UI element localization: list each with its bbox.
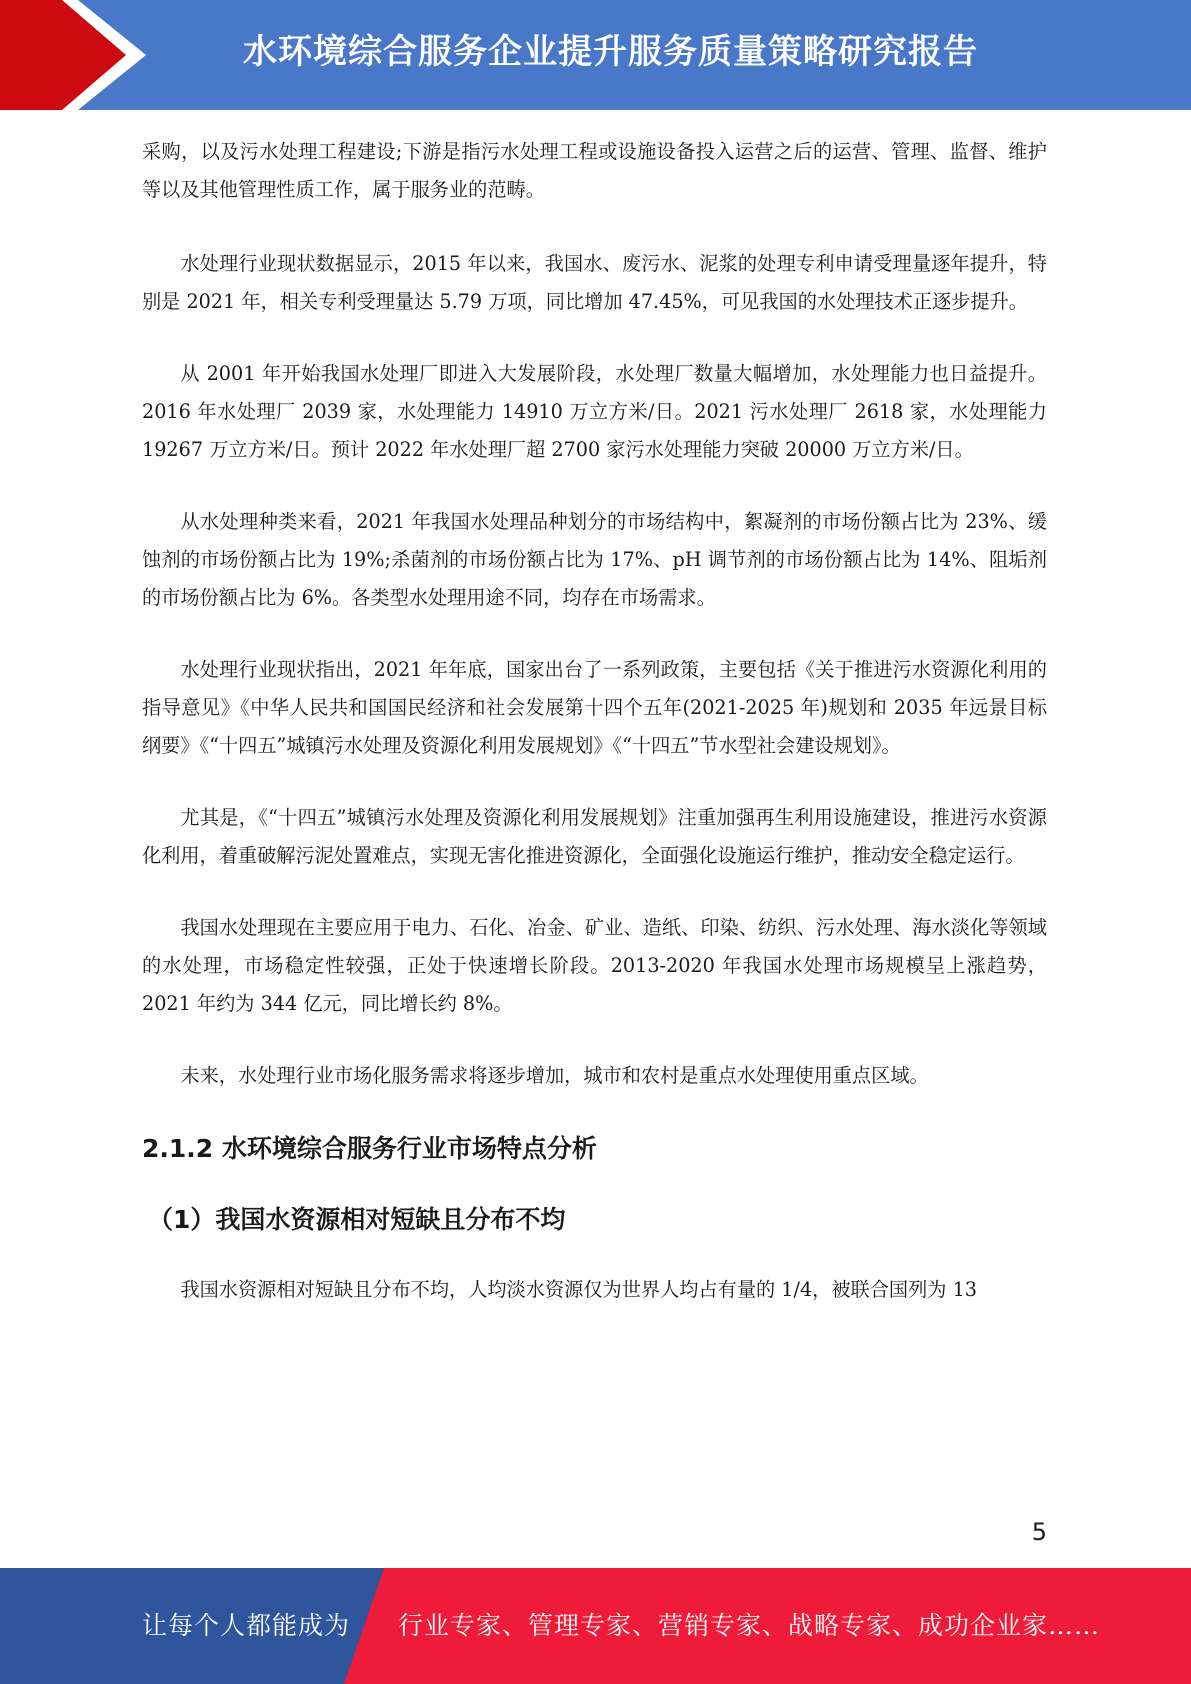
paragraph-7: 我国水处理现在主要应用于电力、石化、冶金、矿业、造纸、印染、纺织、污水处理、海水淡化等领域的水处理，市场稳定性较强，正处于快速增长阶段。2013-2020 年我国水处理市场规模呈上涨趋势，2021 年约为 344 亿元，同比增长约 8%。 bbox=[142, 916, 1047, 1015]
subsection-heading: （1）我国水资源相对短缺且分布不均 bbox=[148, 1205, 566, 1234]
report-title: 水环境综合服务企业提升服务质量策略研究报告 bbox=[243, 32, 978, 72]
footer-slogan-left: 让每个人都能成为 bbox=[142, 1611, 351, 1640]
paragraph-5: 水处理行业现状指出，2021 年年底，国家出台了一系列政策，主要包括《关于推进污水资源化利用的指导意见》《中华人民共和国国民经济和社会发展第十四个五年(2021-2025 年)规划和 2035 年远景目标纲要》《“十四五”城镇污水处理及资源化利用发展规划》《“十四五”节水型社会建设规划》。 bbox=[142, 658, 1047, 757]
footer-slogan-right: 行业专家、管理专家、营销专家、战略专家、成功企业家…… bbox=[398, 1611, 1101, 1640]
paragraph-8: 未来，水处理行业市场化服务需求将逐步增加，城市和农村是重点水处理使用重点区域。 bbox=[180, 1064, 929, 1087]
paragraph-2: 水处理行业现状数据显示，2015 年以来，我国水、废污水、泥浆的处理专利申请受理量逐年提升，特别是 2021 年，相关专利受理量达 5.79 万项，同比增加 47.45%，可见我国的水处理技术正逐步提升。 bbox=[142, 252, 1047, 313]
document-body bbox=[142, 133, 1047, 1343]
paragraph-3: 从 2001 年开始我国水处理厂即进入大发展阶段，水处理厂数量大幅增加，水处理能力也日益提升。2016 年水处理厂 2039 家，水处理能力 14910 万立方米/日。2021 污水处理厂 2618 家，水处理能力 19267 万立方米/日。预计 2022 年水处理厂超 2700 家污水处理能力突破 20000 万立方米/日。 bbox=[142, 362, 1047, 461]
paragraph-6: 尤其是，《“十四五”城镇污水处理及资源化利用发展规划》注重加强再生利用设施建设，推进污水资源化利用，着重破解污泥处置难点，实现无害化推进资源化，全面强化设施运行维护，推动安全稳定运行。 bbox=[142, 806, 1047, 867]
page-number: 5 bbox=[1031, 1518, 1047, 1546]
paragraph-1: 采购，以及污水处理工程建设;下游是指污水处理工程或设施设备投入运营之后的运营、管理、监督、维护等以及其他管理性质工作，属于服务业的范畴。 bbox=[142, 140, 1047, 201]
section-heading: 2.1.2 水环境综合服务行业市场特点分析 bbox=[142, 1134, 597, 1163]
paragraph-4: 从水处理种类来看，2021 年我国水处理品种划分的市场结构中，絮凝剂的市场份额占比为 23%、缓蚀剂的市场份额占比为 19%;杀菌剂的市场份额占比为 17%、pH 调节剂的市场份额占比为 14%、阻垢剂的市场份额占比为 6%。各类型水处理用途不同，均存在市场需求。 bbox=[142, 510, 1047, 609]
page-header bbox=[0, 0, 1191, 110]
page-footer bbox=[0, 1568, 1191, 1684]
paragraph-last: 我国水资源相对短缺且分布不均，人均淡水资源仅为世界人均占有量的 1/4，被联合国列为 13 bbox=[180, 1278, 978, 1301]
